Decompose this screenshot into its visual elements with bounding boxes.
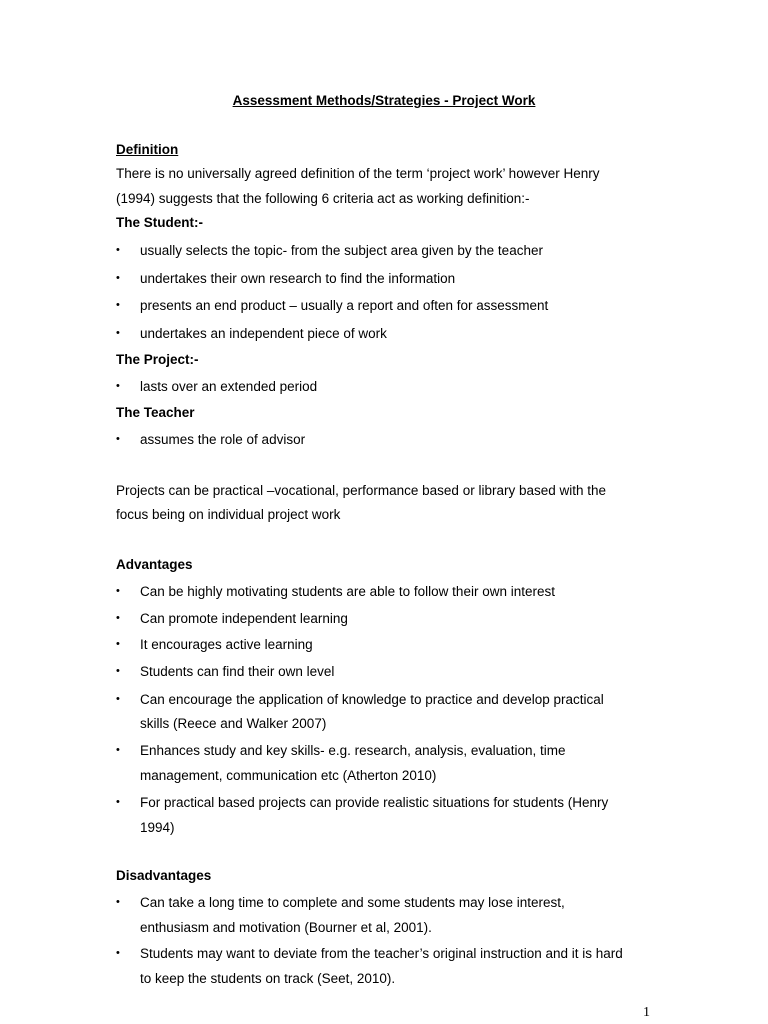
bullet-icon: • (116, 796, 120, 808)
projects-para-line-1: Projects can be practical –vocational, performance based or library based with the (116, 483, 607, 498)
advantages-heading: Advantages (116, 557, 193, 572)
document-title: Assessment Methods/Strategies - Project Work (232, 93, 536, 108)
bullet-icon: • (116, 244, 120, 256)
advantages-item-1: Can be highly motivating students are able to follow their own interest (140, 584, 555, 599)
bullet-icon: • (116, 896, 120, 908)
student-item-4: undertakes an independent piece of work (140, 326, 387, 341)
bullet-icon: • (116, 433, 120, 445)
advantages-item-5-line-2: skills (Reece and Walker 2007) (140, 716, 327, 731)
advantages-item-6-line-2: management, communication etc (Atherton 2010) (140, 768, 437, 783)
bullet-icon: • (116, 299, 120, 311)
advantages-item-6-line-1: Enhances study and key skills- e.g. research, analysis, evaluation, time (140, 743, 566, 758)
disadvantages-item-1-line-2: enthusiasm and motivation (Bourner et al, 2001). (140, 920, 432, 935)
bullet-icon: • (116, 272, 120, 284)
projects-para-line-2: focus being on individual project work (116, 507, 341, 522)
advantages-item-7-line-2: 1994) (140, 820, 175, 835)
bullet-icon: • (116, 327, 120, 339)
page-number: 1 (643, 1005, 650, 1020)
student-item-1: usually selects the topic- from the subject area given by the teacher (140, 243, 543, 258)
definition-line-1: There is no universally agreed definition of the term ‘project work’ however Henry (116, 166, 600, 181)
advantages-item-2: Can promote independent learning (140, 611, 348, 626)
bullet-icon: • (116, 612, 120, 624)
bullet-icon: • (116, 947, 120, 959)
teacher-heading: The Teacher (116, 405, 195, 420)
bullet-icon: • (116, 585, 120, 597)
bullet-icon: • (116, 638, 120, 650)
advantages-item-7-line-1: For practical based projects can provide realistic situations for students (Henry (140, 795, 609, 810)
bullet-icon: • (116, 380, 120, 392)
bullet-icon: • (116, 744, 120, 756)
student-item-2: undertakes their own research to find the information (140, 271, 456, 286)
disadvantages-item-2-line-2: to keep the students on track (Seet, 2010). (140, 971, 396, 986)
student-item-3: presents an end product – usually a report and often for assessment (140, 298, 549, 313)
advantages-item-4: Students can find their own level (140, 664, 335, 679)
advantages-item-5-line-1: Can encourage the application of knowledge to practice and develop practical (140, 692, 604, 707)
disadvantages-item-2-line-1: Students may want to deviate from the teacher’s original instruction and it is hard (140, 946, 623, 961)
definition-heading: Definition (116, 142, 179, 157)
project-heading: The Project:- (116, 352, 199, 367)
disadvantages-item-1-line-1: Can take a long time to complete and some students may lose interest, (140, 895, 565, 910)
definition-line-2: (1994) suggests that the following 6 criteria act as working definition:- (116, 191, 530, 206)
disadvantages-heading: Disadvantages (116, 868, 212, 883)
advantages-item-3: It encourages active learning (140, 637, 313, 652)
bullet-icon: • (116, 665, 120, 677)
teacher-item-1: assumes the role of advisor (140, 432, 306, 447)
student-heading: The Student:- (116, 215, 203, 230)
bullet-icon: • (116, 693, 120, 705)
project-item-1: lasts over an extended period (140, 379, 318, 394)
